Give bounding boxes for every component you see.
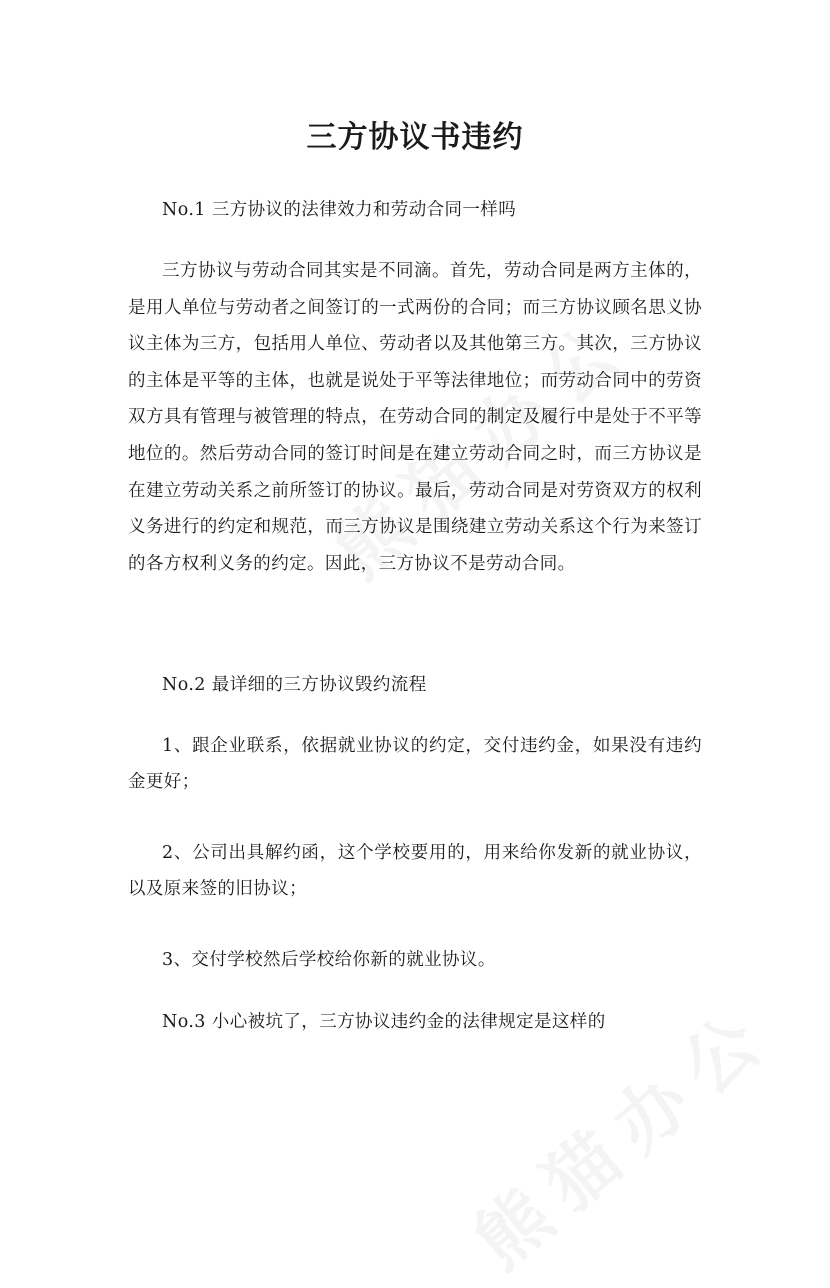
section-heading-1: No.1 三方协议的法律效力和劳动合同一样吗 bbox=[162, 200, 517, 220]
step-2: 2、公司出具解约函，这个学校要用的，用来给你发新的就业协议，以及原来签的旧协议； bbox=[128, 843, 702, 899]
section-heading-3: No.3 小心被坑了，三方协议违约金的法律规定是这样的 bbox=[162, 1012, 606, 1032]
step-1: 1、跟企业联系，依据就业协议的约定，交付违约金，如果没有违约金更好； bbox=[128, 736, 702, 792]
document-title: 三方协议书违约 bbox=[306, 120, 524, 155]
step-3: 3、交付学校然后学校给你新的就业协议。 bbox=[162, 950, 496, 970]
body-paragraph-1: 三方协议与劳动合同其实是不同滴。首先，劳动合同是两方主体的，是用人单位与劳动者之间签订的一式两份的合同；而三方协议顾名思义协议主体为三方，包括用人单位、劳动者以及其他第三方。其次，三方协议的主体是平等的主体，也就是说处于平等法律地位；而劳动合同中的劳资双方具有管理与被管理的特点，在劳动合同的制定及履行中是处于不平等地位的。然后劳动合同的签订时间是在建立劳动合同之时，而三方协议是在建立劳动关系之前所签订的协议。最后，劳动合同是对劳资双方的权利义务进行的约定和规范，而三方协议是围绕建立劳动关系这个行为来签订的各方权利义务的约定。因此，三方协议不是劳动合同。 bbox=[128, 261, 702, 574]
section-heading-2: No.2 最详细的三方协议毁约流程 bbox=[162, 675, 427, 695]
